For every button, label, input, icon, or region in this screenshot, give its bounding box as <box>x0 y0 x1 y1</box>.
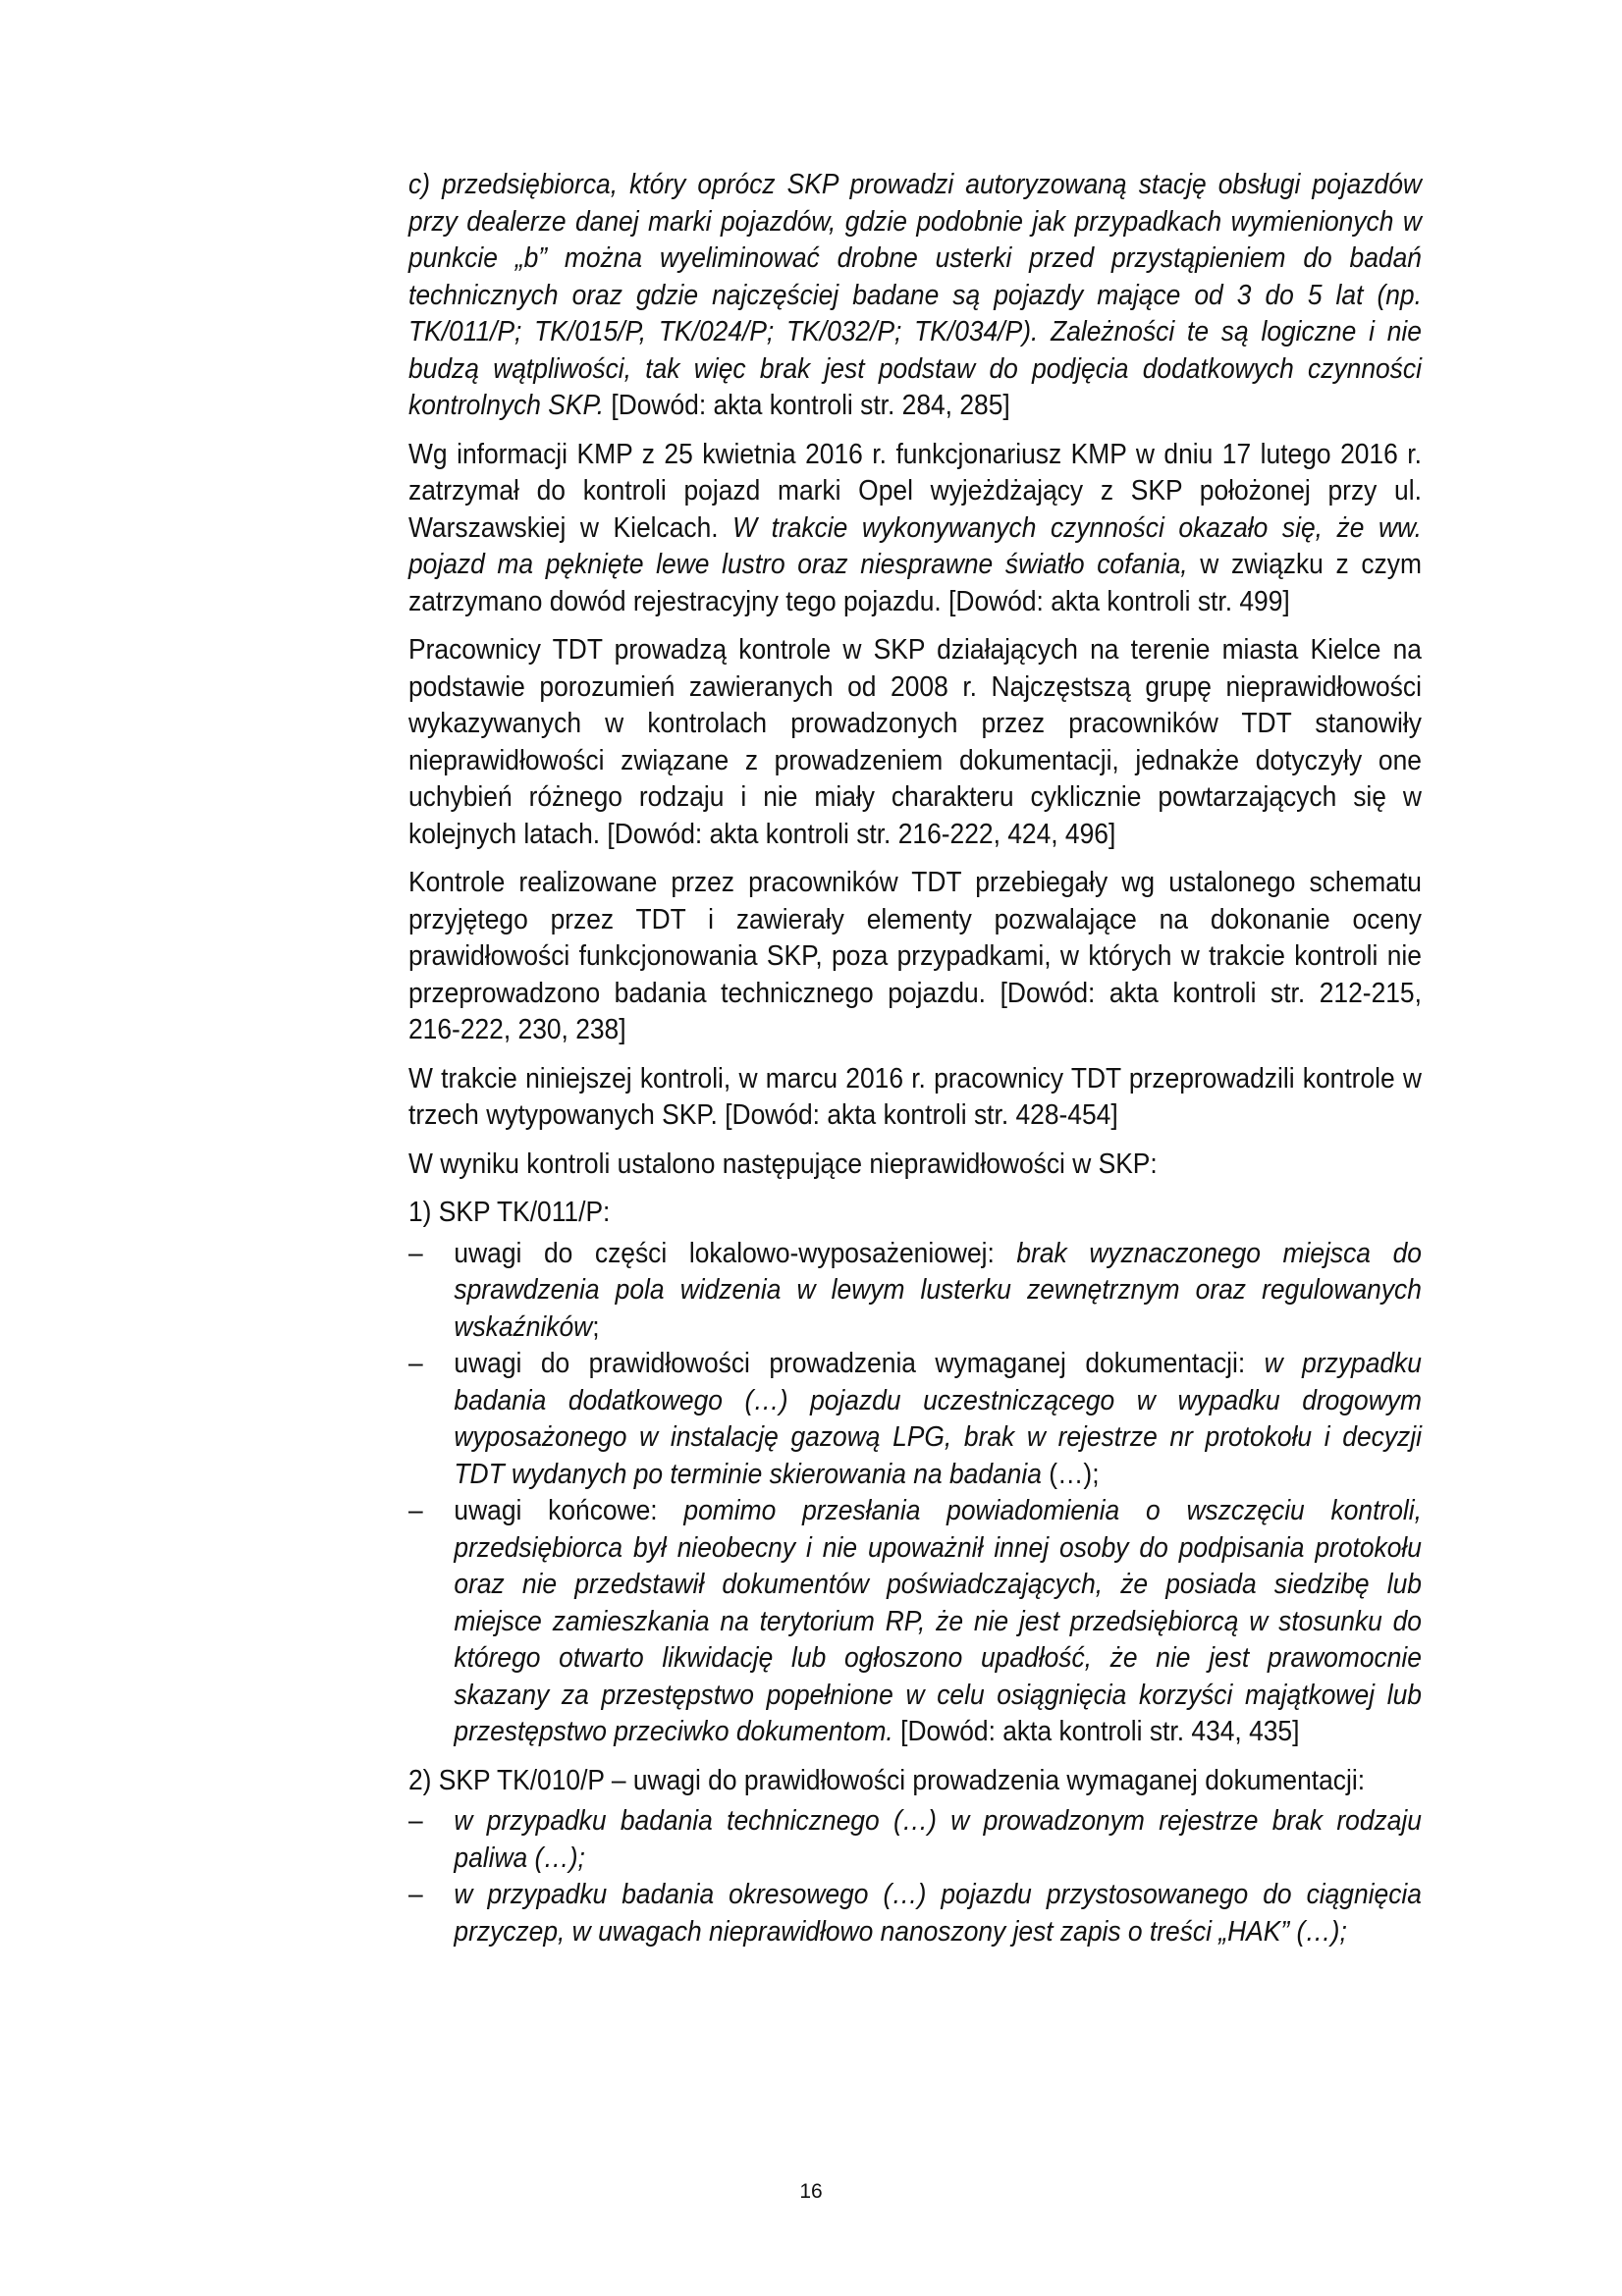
dash-bullet: – <box>408 1237 423 1269</box>
paragraph-kmp-info <box>408 437 1422 621</box>
paragraph-skp-010: 2) SKP TK/010/P – uwagi do prawidłowości prowadzenia wymaganej dokumentacji: <box>408 1764 1366 1796</box>
dash-bullet: – <box>408 1879 423 1910</box>
paragraph-tdt-schema: Kontrole realizowane przez pracowników TDT przebiegały wg ustalonego schematu przyjętego przez TDT i zawierały elementy pozwalające na dokonanie oceny prawidłowości funkcjonowania SKP, poza przypadkami, w których w trakcie kontroli nie przeprowadzono badania technicznego pojazdu. [Dowód: akta kontroli str. 212-215, 216-222, 230, 238] <box>408 867 1422 1045</box>
skp-011-list <box>408 1236 1422 1751</box>
paragraph-tdt-controls: Pracownicy TDT prowadzą kontrole w SKP działających na terenie miasta Kielce na podstawie porozumień zawieranych od 2008 r. Najczęstszą grupę nieprawidłowości wykazywanych w kontrolach prowadzonych przez pracowników TDT stanowiły nieprawidłowości związane z prowadzeniem dokumentacji, jednakże dotyczyły one uchybień różnego rodzaju i nie miały charakteru cyklicznie powtarzających się w kolejnych latach. [Dowód: akta kontroli str. 216-222, 424, 496] <box>408 634 1422 850</box>
paragraph-c-evidence: [Dowód: akta kontroli str. 284, 285] <box>604 390 1010 421</box>
paragraph-skp-011: 1) SKP TK/011/P: <box>408 1197 611 1228</box>
paragraph-c-italic: c) przedsiębiorca, który oprócz SKP prowadzi autoryzowaną stację obsługi pojazdów przy dealerze danej marki pojazdów, gdzie podobnie jak przypadkach wymienionych w punkcie „b” można wyeliminować drobne usterki przed przystąpieniem do badań technicznych oraz gdzie najczęściej badane są pojazdy mające od 3 do 5 lat (np. TK/011/P; TK/015/P, TK/024/P; TK/032/P; TK/034/P). Zależności te są logiczne i nie budzą wątpliwości, tak więc brak jest podstaw do podjęcia dodatkowych czynności kontrolnych SKP. <box>408 169 1422 421</box>
paragraph-kmp-italic: W trakcie wykonywanych czynności okazało się, że ww. pojazd ma pęknięte lewe lustro oraz niesprawne światło cofania, <box>408 511 1422 580</box>
dash-bullet: – <box>408 1495 423 1526</box>
dash-bullet: – <box>408 1805 423 1837</box>
document-page <box>408 167 1422 1962</box>
list-item: – uwagi końcowe: pomimo przesłania powiadomienia o wszczęciu kontroli, przedsiębiorca był nieobecny i nie upoważnił innej osoby do podpisania protokołu oraz nie przedstawił dokumentów poświadczających, że posiada siedzibę lub miejsce zamieszkania na terytorium RP, że nie jest przedsiębiorcą w stosunku do którego otwarto likwidację lub ogłoszono upadłość, że nie jest prawomocnie skazany za przestępstwo popełnione w celu osiągnięcia korzyści majątkowej lub przestępstwo przeciwko dokumentom. [Dowód: akta kontroli str. 434, 435] <box>408 1495 1422 1747</box>
paragraph-kmp-start: Wg informacji KMP z 25 kwietnia 2016 r. funkcjonariusz KMP w dniu 17 lutego 2016 r. zatrzymał do kontroli pojazd marki Opel wyjeżdżający z SKP położonej przy ul. Warszawskiej w Kielcach. <box>408 438 1422 544</box>
paragraph-c-dealer <box>408 167 1422 425</box>
skp-010-list <box>408 1803 1422 1950</box>
list-item: – w przypadku badania technicznego (…) w prowadzonym rejestrze brak rodzaju paliwa (…); <box>408 1805 1422 1874</box>
list-item: – w przypadku badania okresowego (…) pojazdu przystosowanego do ciągnięcia przyczep, w uwagach nieprawidłowo nanoszony jest zapis o treści „HAK” (…); <box>408 1879 1422 1948</box>
list-item: – uwagi do części lokalowo-wyposażeniowej: brak wyznaczonego miejsca do sprawdzenia pola widzenia w lewym lusterku zewnętrznym oraz regulowanych wskaźników; <box>408 1237 1422 1343</box>
paragraph-march-2016: W trakcie niniejszej kontroli, w marcu 2016 r. pracownicy TDT przeprowadzili kontrole w trzech wytypowanych SKP. [Dowód: akta kontroli str. 428-454] <box>408 1062 1422 1131</box>
paragraph-kmp-end: w związku z czym zatrzymano dowód rejestracyjny tego pojazdu. [Dowód: akta kontroli str. 499] <box>408 549 1422 617</box>
page-number: 16 <box>799 2180 823 2203</box>
paragraph-findings-intro: W wyniku kontroli ustalono następujące nieprawidłowości w SKP: <box>408 1148 1158 1180</box>
list-item: – uwagi do prawidłowości prowadzenia wymaganej dokumentacji: w przypadku badania dodatkowego (…) pojazdu uczestniczącego w wypadku drogowym wyposażonego w instalację gazową LPG, brak w rejestrze nr protokołu i decyzji TDT wydanych po terminie skierowania na badania (…); <box>408 1348 1422 1490</box>
dash-bullet: – <box>408 1348 423 1379</box>
document-body <box>408 167 1422 1950</box>
